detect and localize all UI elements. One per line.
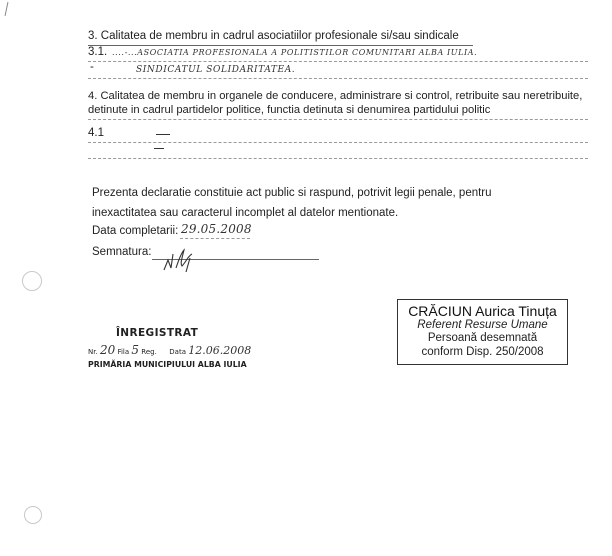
registration-institution: PRIMĂRIA MUNICIPIULUI ALBA IULIA — [88, 360, 247, 369]
section4-heading-line1: 4. Calitatea de membru in organele de conducere, administrare si control, retribuite sau neretribuite, — [88, 90, 583, 102]
signature-scribble — [158, 246, 202, 274]
stamp-role: Referent Resurse Umane — [417, 319, 548, 332]
section4-dotted-line-3 — [88, 158, 588, 159]
registration-title: ÎNREGISTRAT — [116, 327, 199, 339]
section4-dotted-line-2 — [88, 142, 588, 143]
section3-item2-value: SINDICATUL SOLIDARITATEA. — [136, 65, 296, 75]
section4-item-dash — [156, 134, 170, 135]
stamp-designation: Persoană desemnată — [427, 332, 538, 345]
date-dotted-line — [180, 238, 250, 239]
registration-details — [88, 343, 251, 357]
date-label: Data completarii: — [92, 225, 179, 237]
registration-fila-label: Fila — [117, 348, 130, 356]
registration-fila-value: 5 — [131, 343, 140, 357]
punch-hole-top — [22, 271, 42, 291]
registration-reg-label: Reg. — [141, 348, 157, 356]
registration-data-value: 12.06.2008 — [188, 344, 252, 357]
section4-item2-dash — [154, 148, 164, 149]
section3-dash: - — [90, 61, 94, 73]
signature-label: Semnatura: — [92, 246, 152, 258]
personnel-stamp — [397, 299, 568, 365]
section3-underline — [88, 45, 473, 46]
section4-heading-line2: detinute in cadrul partidelor politice, functia detinuta si denumirea partidului politic — [88, 104, 491, 116]
stamp-disposition: conform Disp. 250/2008 — [421, 345, 544, 358]
declaration-line1: Prezenta declaratie constituie act public si raspund, potrivit legii penale, pentru — [92, 187, 492, 199]
section3-item-number: 3.1. — [88, 46, 108, 58]
section4-dotted-line-1 — [88, 119, 588, 120]
punch-hole-bottom — [24, 506, 42, 524]
section3-heading: 3. Calitatea de membru in cadrul asociatiilor profesionale si/sau sindicale — [88, 30, 459, 42]
registration-nr-value: 20 — [99, 343, 116, 357]
page-edge-mark — [5, 2, 9, 16]
section3-dotted-line-1 — [88, 61, 588, 62]
section3-dotted-line-2 — [88, 78, 588, 79]
date-value: 29.05.2008 — [181, 222, 252, 236]
section4-item-number: 4.1 — [88, 127, 104, 139]
declaration-line2: inexactitatea sau caracterul incomplet al datelor mentionate. — [92, 207, 399, 219]
section3-item-value: ....-...ASOCIATIA PROFESIONALA A POLITISTILOR COMUNITARI ALBA IULIA. — [112, 48, 478, 57]
stamp-name: CRĂCIUN Aurica Tinuța — [408, 303, 557, 319]
registration-nr-label: Nr. — [88, 348, 98, 356]
registration-data-label: Data — [169, 348, 186, 356]
